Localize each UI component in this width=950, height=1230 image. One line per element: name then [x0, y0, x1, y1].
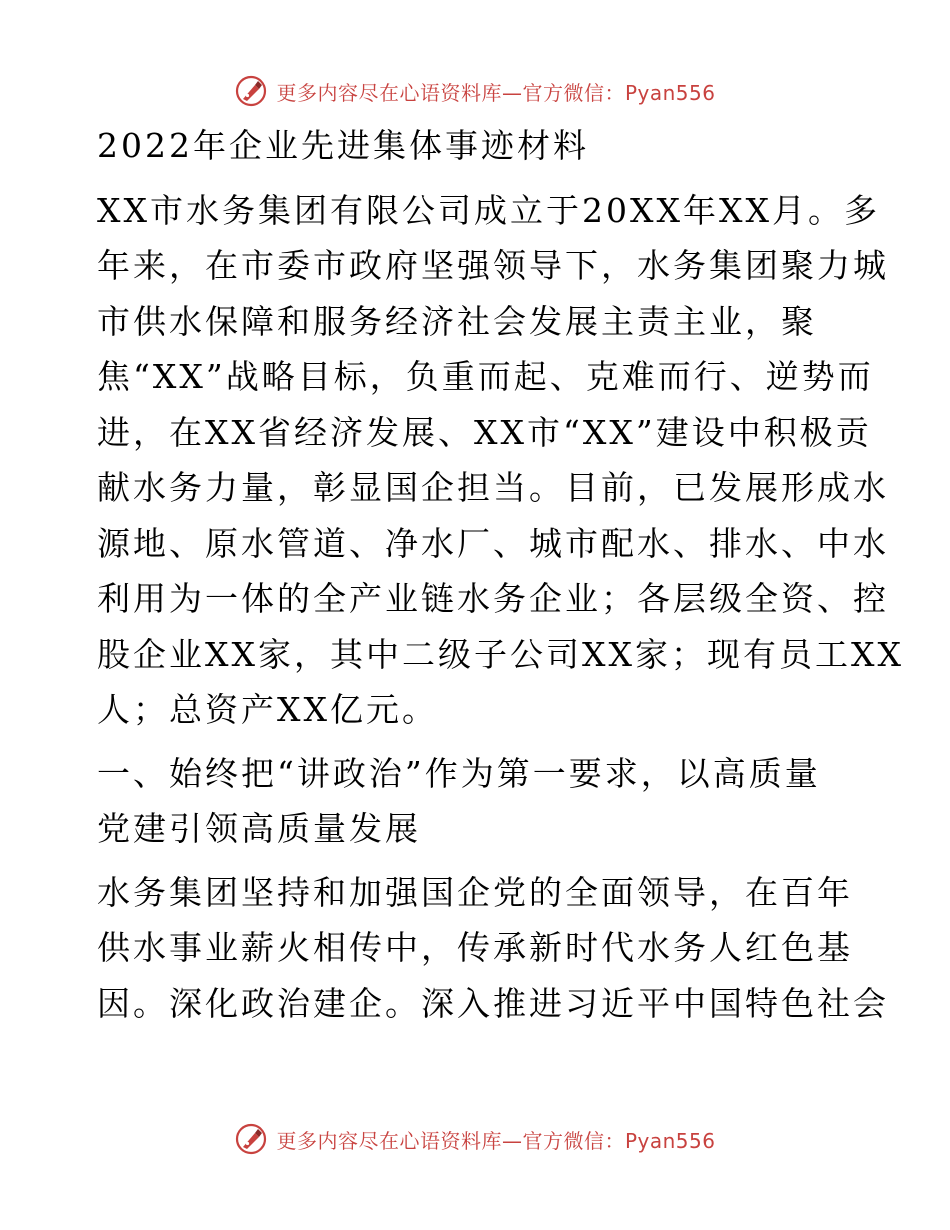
text-line: 市供水保障和服务经济社会发展主责主业，聚 [97, 301, 817, 341]
text-line: 献水务力量，彰显国企担当。目前，已发展形成水 [97, 468, 889, 507]
text-line: 焦“XX”战略目标，负重而起、克难而行、逆势而 [97, 357, 874, 396]
watermark-footer [0, 1119, 950, 1159]
text-line: 年来，在市委市政府坚强领导下，水务集团聚力城 [97, 246, 889, 285]
text-line: 股企业XX家，其中二级子公司XX家；现有员工XX [97, 634, 904, 674]
document-title: 2022年企业先进集体事迹材料 [97, 126, 589, 165]
document-body [97, 118, 904, 1039]
section-heading-1 [97, 746, 857, 857]
paragraph-section-1 [97, 865, 889, 1032]
pen-nib-logo-icon [234, 1122, 268, 1156]
text-line: 源地、原水管道、净水厂、城市配水、排水、中水 [97, 523, 889, 563]
pen-nib-logo-icon [234, 74, 268, 108]
watermark-text: 更多内容尽在心语资料库—官方微信：Pyan556 [276, 1128, 716, 1153]
text-line: 因。深化政治建企。深入推进习近平中国特色社会 [97, 983, 889, 1023]
heading-line: 党建引领高质量发展 [97, 809, 421, 848]
watermark-header [0, 71, 950, 111]
watermark-text: 更多内容尽在心语资料库—官方微信：Pyan556 [276, 80, 716, 105]
text-line: 水务集团坚持和加强国企党的全面领导，在百年 [97, 872, 853, 912]
text-line: 供水事业薪火相传中，传承新时代水务人红色基 [97, 928, 853, 967]
text-line: 人；总资产XX亿元。 [97, 690, 438, 729]
text-line: XX市水务集团有限公司成立于20XX年XX月。多 [97, 190, 880, 230]
heading-line: 一、始终把“讲政治”作为第一要求，以高质量 [97, 753, 821, 793]
text-line: 进，在XX省经济发展、XX市“XX”建设中积极贡 [97, 412, 872, 452]
text-line: 利用为一体的全产业链水务企业；各层级全资、控 [97, 579, 889, 618]
paragraph-intro [97, 183, 904, 738]
